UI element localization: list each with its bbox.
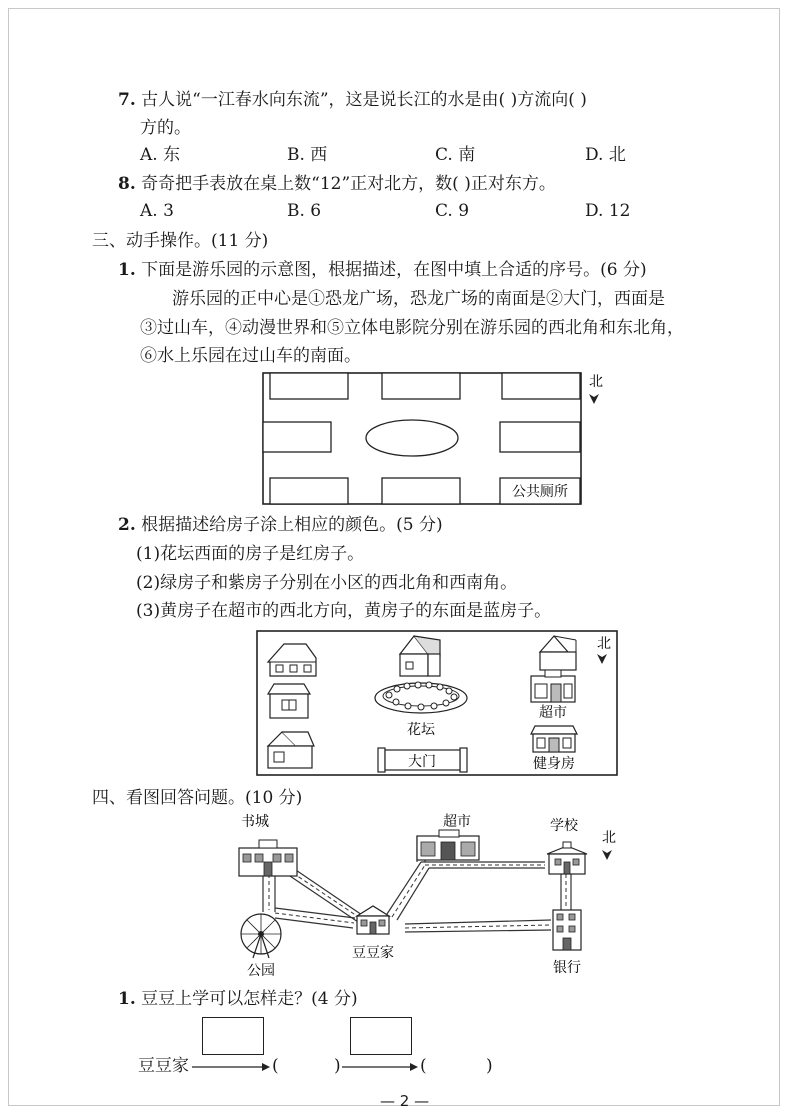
s3-q2-line-1: (1)花坛西面的房子是红房子。 <box>136 544 365 564</box>
q8-option-c[interactable]: C. 9 <box>435 201 470 221</box>
q7-option-d[interactable]: D. 北 <box>585 145 626 165</box>
park-slot-top-right[interactable] <box>502 373 580 399</box>
park-north-label: 北 <box>589 374 603 390</box>
s3-question-2: 2. 根据描述给房子涂上相应的颜色。(5 分) <box>118 515 443 535</box>
park-map <box>262 372 612 507</box>
s3-q1-desc-line-1: 游乐园的正中心是①恐龙广场，恐龙广场的南面是②大门，西面是 <box>172 289 665 309</box>
section-4-heading: 四、看图回答问题。(10 分) <box>92 788 303 808</box>
route-blank-1-open: ( <box>272 1056 279 1076</box>
route-blank-2-open: ( <box>420 1056 427 1076</box>
route-blank-1-close: ) <box>334 1056 341 1076</box>
supermarket-building-2 <box>417 830 479 860</box>
s3-q1-desc-line-2: ③过山车，④动漫世界和⑤立体电影院分别在游乐园的西北角和东北角， <box>140 318 684 338</box>
house-west[interactable] <box>268 684 310 718</box>
park-center-ellipse[interactable] <box>366 420 458 456</box>
route-arrow-1-head-icon <box>262 1063 270 1071</box>
bookstore-label: 书城 <box>241 814 269 830</box>
bank-building <box>553 910 581 950</box>
q8-option-a[interactable]: A. 3 <box>140 201 174 221</box>
park-slot-east[interactable] <box>500 422 580 452</box>
route-blank-2-close: ) <box>486 1056 493 1076</box>
s3-question-1: 1. 下面是游乐园的示意图，根据描述，在图中填上合适的序号。(6 分) <box>118 260 647 280</box>
park-ferris-wheel <box>241 914 281 958</box>
neighborhood-north-label: 北 <box>597 636 611 652</box>
question-7-continued: 方的。 <box>140 118 191 138</box>
park-north-arrow-icon <box>589 394 599 404</box>
park-toilet-label: 公共厕所 <box>512 484 568 500</box>
supermarket-label: 超市 <box>539 705 567 721</box>
question-7: 7. 古人说“一江春水向东流”，这是说长江的水是由( )方流向( ) <box>118 90 587 110</box>
page-number: — 2 — <box>380 1092 430 1110</box>
s3-q2-line-3: (3)黄房子在超市的西北方向，黄房子的东面是蓝房子。 <box>136 601 552 621</box>
school-building <box>547 842 587 874</box>
route-start-label: 豆豆家 <box>138 1056 189 1076</box>
bank-label: 银行 <box>553 960 581 976</box>
park-slot-west[interactable] <box>263 422 331 452</box>
bookstore-building <box>239 840 297 876</box>
park-slot-bottom-middle[interactable] <box>382 478 460 504</box>
section-3-heading: 三、动手操作。(11 分) <box>92 231 269 251</box>
route-answer-box-2[interactable] <box>350 1017 412 1055</box>
supermarket-label-2: 超市 <box>443 814 471 830</box>
route-north-arrow-icon <box>602 850 612 860</box>
s3-q1-desc-line-3: ⑥水上乐园在过山车的南面。 <box>140 346 361 366</box>
gym-label: 健身房 <box>533 756 575 772</box>
s4-question-1: 1. 豆豆上学可以怎样走？(4 分) <box>118 989 358 1009</box>
doudou-home-building <box>357 906 389 934</box>
route-map <box>225 812 635 980</box>
park-slot-bottom-left[interactable] <box>270 478 348 504</box>
park-slot-top-middle[interactable] <box>382 373 460 399</box>
main-gate-label: 大门 <box>408 754 436 770</box>
school-label: 学校 <box>550 818 578 834</box>
route-arrow-2-head-icon <box>410 1063 418 1071</box>
q7-option-b[interactable]: B. 西 <box>287 145 328 165</box>
doudou-home-label: 豆豆家 <box>352 945 394 961</box>
gym-building <box>531 726 577 752</box>
q8-option-d[interactable]: D. 12 <box>585 201 631 221</box>
route-answer-box-1[interactable] <box>202 1017 264 1055</box>
s3-q2-line-2: (2)绿房子和紫房子分别在小区的西北角和西南角。 <box>136 573 518 593</box>
q7-option-c[interactable]: C. 南 <box>435 145 476 165</box>
park-slot-top-left[interactable] <box>270 373 348 399</box>
q7-option-a[interactable]: A. 东 <box>140 145 181 165</box>
q8-option-b[interactable]: B. 6 <box>287 201 322 221</box>
flower-bed-label: 花坛 <box>407 722 435 738</box>
route-arrows <box>190 1058 500 1078</box>
park-label: 公园 <box>247 963 275 979</box>
route-north-label: 北 <box>602 830 616 846</box>
question-8: 8. 奇奇把手表放在桌上数“12”正对北方，数( )正对东方。 <box>118 174 556 194</box>
neighborhood-map <box>256 630 620 778</box>
